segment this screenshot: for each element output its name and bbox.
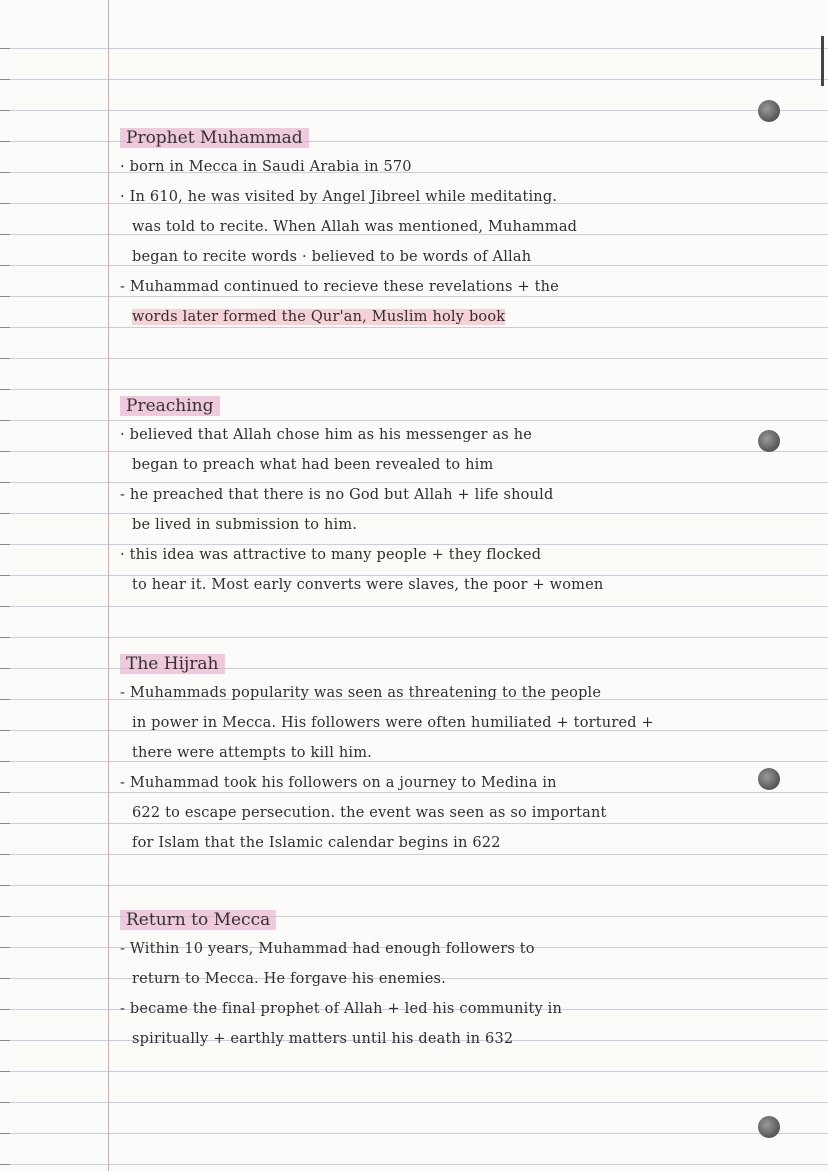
- note-line: 622 to escape persecution. the event was seen as so important: [132, 805, 607, 821]
- note-line: - Muhammads popularity was seen as threatening to the people: [120, 685, 602, 701]
- note-line: return to Mecca. He forgave his enemies.: [132, 971, 446, 987]
- section-heading: The Hijrah: [120, 654, 225, 674]
- note-line: there were attempts to kill him.: [132, 745, 372, 761]
- section-preaching: [120, 396, 800, 600]
- note-line: · believed that Allah chose him as his messenger as he: [120, 427, 533, 443]
- section-prophet-muhammad: [120, 128, 800, 332]
- note-line: · this idea was attractive to many people + they flocked: [120, 547, 542, 563]
- section-heading: Prophet Muhammad: [120, 128, 309, 148]
- note-line: - Muhammad continued to recieve these revelations + the: [120, 279, 559, 295]
- note-line: spiritually + earthly matters until his death in 632: [132, 1031, 514, 1047]
- note-line: - he preached that there is no God but Allah + life should: [120, 487, 554, 503]
- note-line: - became the final prophet of Allah + led his community in: [120, 1001, 563, 1017]
- note-line: for Islam that the Islamic calendar begins in 622: [132, 835, 501, 851]
- note-line: · born in Mecca in Saudi Arabia in 570: [120, 159, 412, 175]
- section-hijrah: [120, 654, 800, 858]
- note-line: - Muhammad took his followers on a journey to Medina in: [120, 775, 557, 791]
- note-line-highlighted: words later formed the Qur'an, Muslim holy book: [132, 309, 506, 325]
- note-line: was told to recite. When Allah was mentioned, Muhammad: [132, 219, 578, 235]
- section-heading: Preaching: [120, 396, 220, 416]
- note-line: began to recite words · believed to be words of Allah: [132, 249, 532, 265]
- section-return-to-mecca: [120, 910, 800, 1054]
- punch-hole: [758, 1116, 780, 1138]
- note-line: in power in Mecca. His followers were often humiliated + tortured +: [132, 715, 654, 731]
- section-heading: Return to Mecca: [120, 910, 276, 930]
- punch-hole: [758, 100, 780, 122]
- edge-mark: [821, 36, 824, 86]
- note-line: to hear it. Most early converts were slaves, the poor + women: [132, 577, 604, 593]
- note-line: - Within 10 years, Muhammad had enough followers to: [120, 941, 535, 957]
- note-line: be lived in submission to him.: [132, 517, 358, 533]
- note-line: · In 610, he was visited by Angel Jibreel while meditating.: [120, 189, 558, 205]
- note-line: began to preach what had been revealed to him: [132, 457, 494, 473]
- left-edge-marks: [0, 0, 10, 1171]
- margin-line: [108, 0, 109, 1171]
